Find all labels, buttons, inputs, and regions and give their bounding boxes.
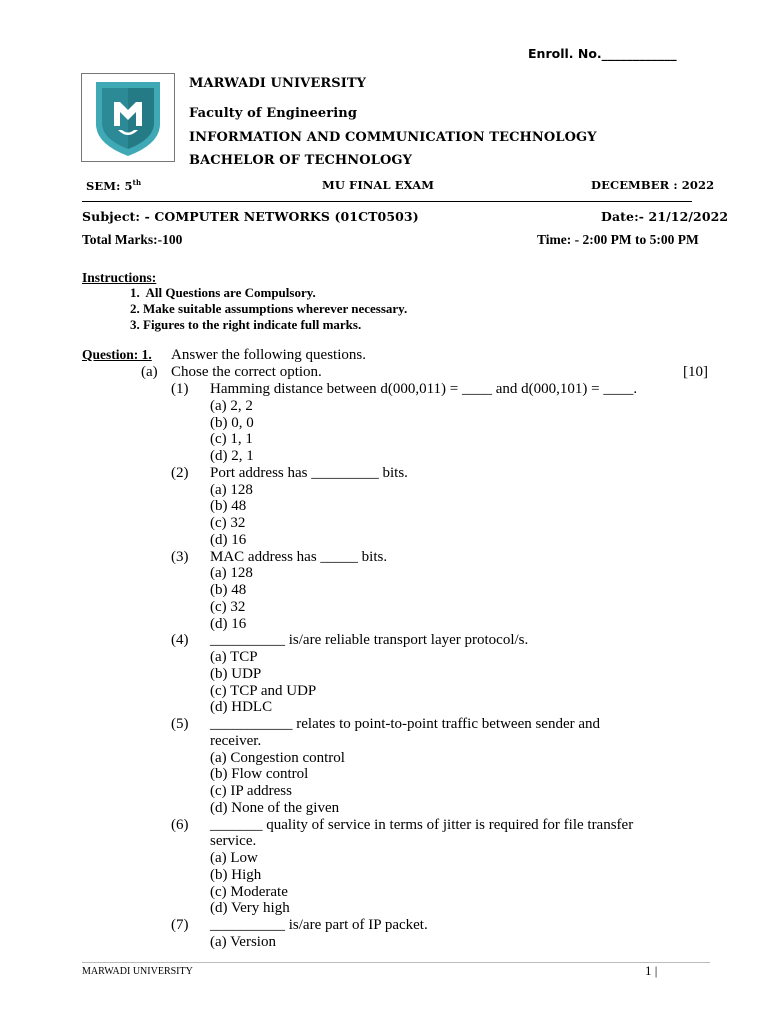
shield-logo-icon: [82, 74, 174, 161]
instruction-item: 3. Figures to the right indicate full marks.: [130, 317, 362, 332]
question-item-text: service.: [210, 833, 257, 850]
page-number: 1 |: [645, 963, 658, 978]
university-logo: [81, 73, 175, 162]
exam-session: DECEMBER : 2022: [591, 178, 715, 192]
instruction-item: 2. Make suitable assumptions wherever necessary.: [130, 301, 408, 316]
question-item-number: (6): [171, 816, 189, 833]
answer-option: (c) 32: [210, 598, 246, 615]
question-item-text: MAC address has _____ bits.: [210, 548, 388, 565]
answer-option: (b) 48: [210, 582, 247, 598]
exam-name: MU FINAL EXAM: [322, 178, 435, 192]
question-text: Answer the following questions.: [171, 347, 366, 363]
answer-option: (b) UDP: [210, 665, 262, 682]
answer-option: (a) Low: [210, 850, 258, 866]
footer-university: MARWADI UNIVERSITY: [82, 966, 193, 977]
answer-option: (d) 16: [210, 615, 247, 632]
answer-option: (d) Very high: [210, 900, 290, 917]
exam-date: Date:- 21/12/2022: [601, 209, 729, 224]
answer-option: (a) TCP: [210, 649, 258, 665]
answer-option: (a) 128: [210, 481, 253, 498]
answer-option: (b) 48: [210, 498, 247, 515]
question-item-number: (4): [171, 632, 189, 649]
question-label: Question: 1.: [82, 347, 152, 362]
footer-divider: [82, 962, 710, 963]
program-name: BACHELOR OF TECHNOLOGY: [189, 153, 412, 168]
answer-option: (b) High: [210, 866, 262, 883]
subject: Subject: - COMPUTER NETWORKS (01CT0503): [82, 209, 419, 224]
question-item-text: receiver.: [210, 732, 262, 749]
answer-option: (c) Moderate: [210, 883, 288, 900]
university-name: MARWADI UNIVERSITY: [189, 76, 367, 91]
question-item-text: __________ is/are part of IP packet.: [210, 917, 428, 933]
instruction-item: 1. All Questions are Compulsory.: [130, 285, 316, 300]
question-part-label: (a): [141, 364, 158, 380]
answer-option: (d) None of the given: [210, 799, 340, 816]
question-item-number: (2): [171, 464, 189, 481]
answer-option: (c) 1, 1: [210, 431, 253, 448]
answer-option: (d) HDLC: [210, 699, 273, 716]
question-item-text: __________ is/are reliable transport layer protocol/s.: [210, 632, 529, 649]
question-marks: [10]: [683, 364, 708, 380]
answer-option: (a) Congestion control: [210, 749, 345, 766]
answer-option: (c) 32: [210, 515, 246, 531]
answer-option: (a) 2, 2: [210, 397, 253, 414]
question-part-text: Chose the correct option.: [171, 364, 322, 380]
department-name: INFORMATION AND COMMUNICATION TECHNOLOGY: [189, 130, 597, 145]
question-item-text: ___________ relates to point-to-point traffic between sender and: [210, 716, 601, 732]
answer-option: (d) 2, 1: [210, 448, 254, 464]
instructions-title: Instructions:: [82, 270, 157, 285]
question-item-number: (1): [171, 381, 189, 397]
question-item-number: (3): [171, 548, 189, 565]
enroll-number-field: Enroll. No.____________: [528, 46, 677, 61]
question-item-text: Hamming distance between d(000,011) = ____ and d(000,101) = ____.: [210, 381, 638, 397]
answer-option: (a) Version: [210, 933, 276, 950]
question-item-text: Port address has _________ bits.: [210, 464, 408, 481]
total-marks: Total Marks:-100: [82, 232, 183, 247]
answer-option: (c) TCP and UDP: [210, 682, 317, 699]
question-item-text: _______ quality of service in terms of jitter is required for file transfer: [210, 816, 634, 833]
answer-option: (c) IP address: [210, 783, 292, 799]
exam-time: Time: - 2:00 PM to 5:00 PM: [537, 232, 699, 247]
answer-option: (d) 16: [210, 531, 247, 548]
question-item-number: (5): [171, 716, 189, 732]
answer-option: (b) 0, 0: [210, 414, 254, 431]
answer-option: (a) 128: [210, 565, 253, 582]
semester: SEM: 5th: [86, 178, 142, 193]
faculty-name: Faculty of Engineering: [189, 106, 358, 121]
header-divider: [82, 201, 692, 202]
question-item-number: (7): [171, 917, 189, 933]
answer-option: (b) Flow control: [210, 766, 309, 783]
